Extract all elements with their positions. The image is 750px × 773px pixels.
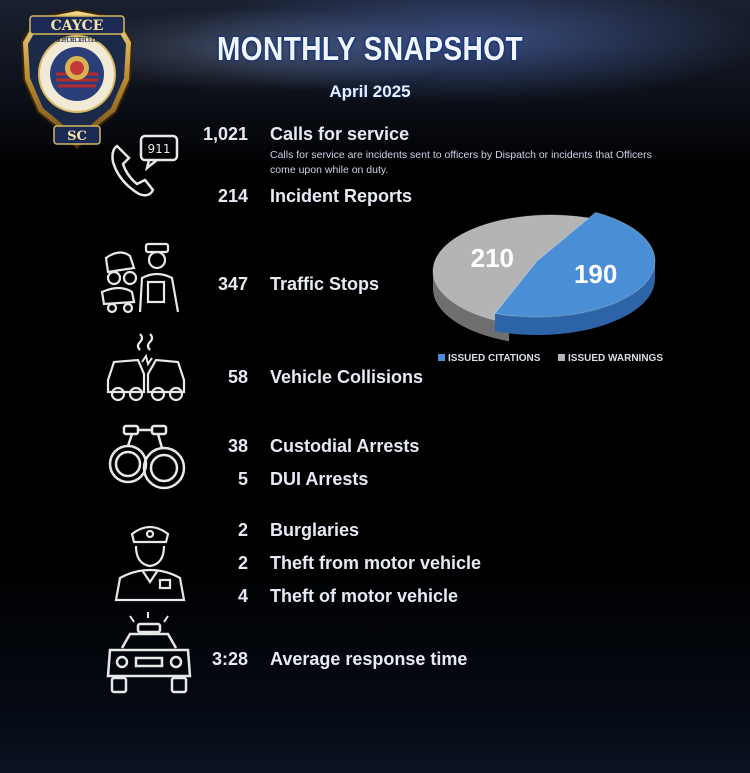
vehicle-collisions-count: 58 [227,367,248,387]
legend-swatch-0 [438,354,445,361]
theft-from-vehicle-count: 2 [237,553,248,573]
response-time-label: Average response time [270,649,468,669]
incident-reports-count: 214 [217,186,248,206]
burglaries-count: 2 [237,520,248,540]
theft-from-vehicle-label: Theft from motor vehicle [270,553,482,573]
traffic-stops-label: Traffic Stops [270,274,380,294]
vehicle-collisions-label: Vehicle Collisions [270,367,424,387]
citations-warnings-pie-chart [410,190,690,380]
legend-label-0: ISSUED CITATIONS [448,353,541,364]
response-time-value: 3:28 [211,649,248,669]
period-subtitle: April 2025 [329,82,411,101]
theft-of-vehicle-count: 4 [237,586,248,606]
burglaries-label: Burglaries [270,520,360,540]
theft-of-vehicle-label: Theft of motor vehicle [270,586,459,606]
calls-for-service-label: Calls for service [270,124,410,144]
dui-arrests-label: DUI Arrests [270,469,369,489]
traffic-stops-count: 347 [217,274,248,294]
pie-value-label-1: 210 [470,242,515,273]
dui-arrests-count: 5 [237,469,248,489]
custodial-arrests-label: Custodial Arrests [270,436,420,456]
pie-value-label-0: 190 [573,259,618,290]
calls-for-service-note: Calls for service are incidents sent to officers by Dispatch or incidents that Officers come upon while on duty. [270,149,652,176]
incident-reports-label: Incident Reports [270,186,413,206]
legend-label-1: ISSUED WARNINGS [568,353,664,364]
page-title: MONTHLY SNAPSHOT [216,30,524,67]
cayce-police-badge-logo [18,8,136,150]
legend-swatch-1 [558,354,565,361]
calls-for-service-count: 1,021 [202,124,248,144]
badge-top-text: CAYCE [50,18,104,34]
custodial-arrests-count: 38 [227,436,248,456]
phone-911-text: 911 [147,142,171,156]
badge-bottom-text: SC [67,129,87,144]
badge-ring-text: SWORN TO PROTECT PROUD TO SERVE [39,36,115,44]
